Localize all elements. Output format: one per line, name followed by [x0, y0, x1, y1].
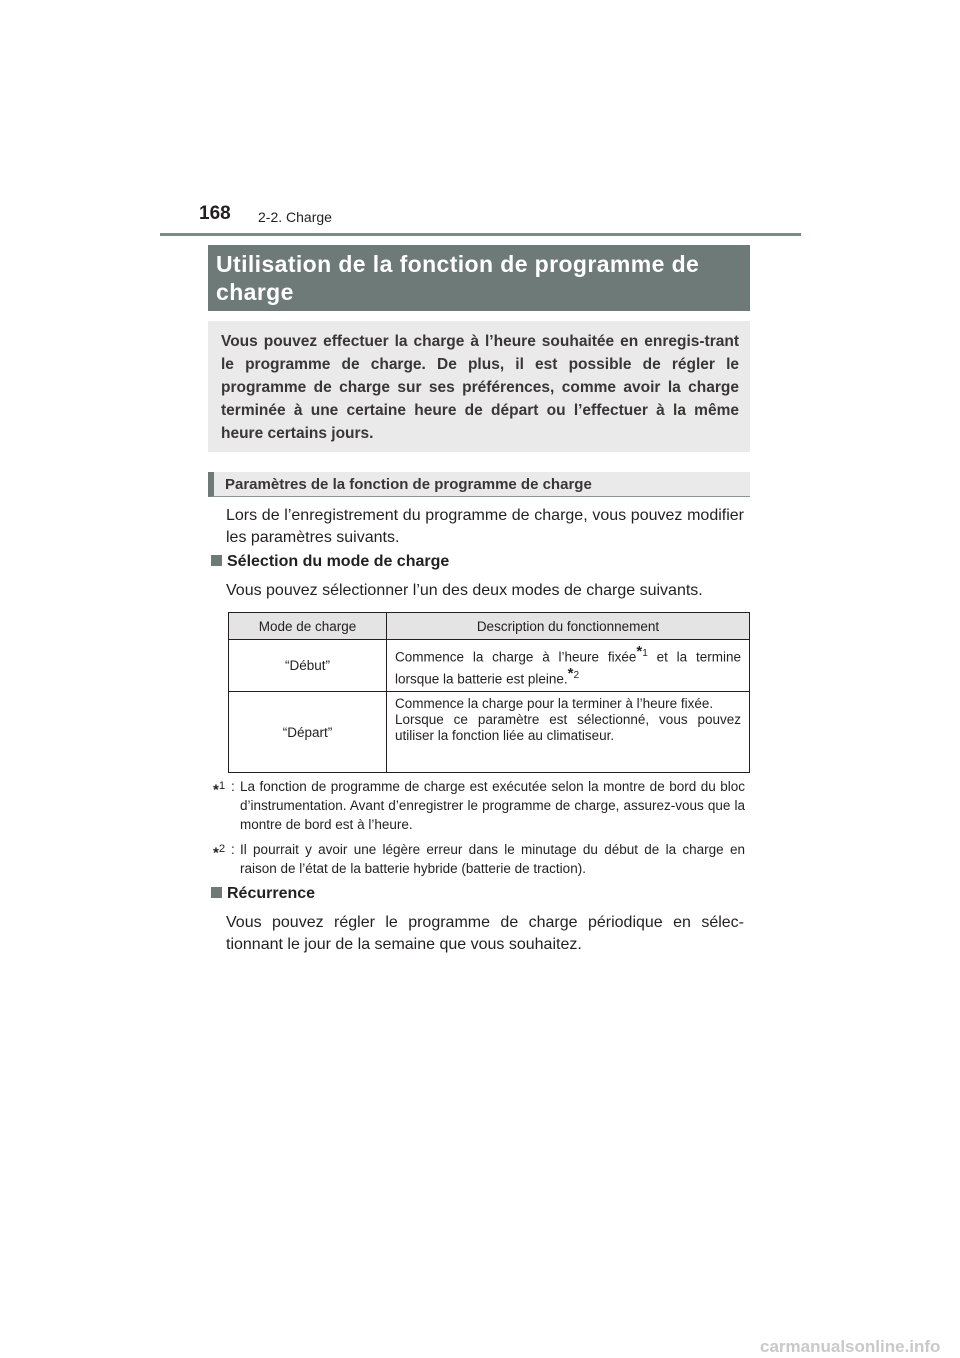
- table-header-row: [229, 613, 750, 640]
- footnote-ref: *2: [567, 664, 580, 682]
- charge-mode-table: [228, 612, 750, 773]
- square-bullet-icon: [211, 555, 222, 566]
- page-number: 168: [199, 203, 231, 224]
- section-label: 2-2. Charge: [258, 209, 332, 225]
- header-rule: [160, 233, 801, 236]
- footnote-text: Il pourrait y avoir une légère erreur dans le minutage du début de la charge en raison de l’état de la batterie hybride (batterie de traction).: [240, 842, 745, 876]
- footnote-marker: *$^2$: [213, 843, 226, 862]
- table-cell-mode: “Début”: [229, 640, 387, 692]
- bullet-heading-recurrence: [211, 885, 315, 903]
- description-text: Commence la charge pour la terminer à l’heure fixée.: [395, 696, 714, 711]
- description-text: Lorsque ce paramètre est sélectionné, vous pouvez utiliser la fonction liée au climatiseur.: [395, 712, 741, 743]
- subheading: Paramètres de la fonction de programme de charge: [208, 472, 750, 497]
- table-cell-mode: “Départ”: [229, 692, 387, 773]
- bullet-heading-text: Sélection du mode de charge: [227, 553, 450, 570]
- table-cell-description: [387, 640, 750, 692]
- mode-paragraph: Vous pouvez sélectionner l’un des deux modes de charge suivants.: [226, 582, 703, 599]
- paragraph: Lors de l’enregistrement du programme de charge, vous pouvez modifier les paramètres suivants.: [226, 507, 744, 546]
- description-text: et la termine lorsque la batterie est pleine.: [395, 649, 741, 686]
- table-cell-description: [387, 692, 750, 773]
- table-row: [229, 640, 750, 692]
- bullet-heading-mode: [211, 553, 449, 571]
- footnote: *$^2$ : Il pourrait y avoir une légère erreur dans le minutage du début de la charge en raison de l’état de la batterie hybride (batterie de traction).: [213, 842, 745, 876]
- page-title: Utilisation de la fonction de programme de charge: [208, 245, 750, 311]
- footnote-ref: *1: [636, 643, 648, 660]
- table-header-cell: Description du fonctionnement: [387, 613, 750, 640]
- square-bullet-icon: [211, 887, 222, 898]
- footnote-text: La fonction de programme de charge est exécutée selon la montre de bord du bloc d’instrumentation. Avant d’enregistrer le programme de charge, assurez-vous que la montre de bord est à l’heure.: [240, 779, 745, 832]
- bullet-heading-text: Récurrence: [227, 885, 316, 902]
- description-text: Commence la charge à l’heure fixée: [395, 649, 637, 665]
- recurrence-paragraph: Vous pouvez régler le programme de charge périodique en sélec-tionnant le jour de la semaine que vous souhaitez.: [226, 914, 744, 953]
- intro-box: Vous pouvez effectuer la charge à l’heure souhaitée en enregis-trant le programme de charge. De plus, il est possible de régler le programme de charge sur ses préférences, comme avoir la charge terminée à une certaine heure de départ ou l’effectuer à la même heure certains jours.: [208, 321, 750, 452]
- watermark: carmanualsonline.info: [760, 1337, 941, 1356]
- footnote-marker: *$^1$: [213, 780, 226, 799]
- footnote: *$^1$ : La fonction de programme de charge est exécutée selon la montre de bord du bloc d’instrumentation. Avant d’enregistrer le programme de charge, assurez-vous que la montre de bord est à l’heure.: [213, 779, 745, 832]
- table-row: [229, 692, 750, 773]
- table-header-cell: Mode de charge: [229, 613, 387, 640]
